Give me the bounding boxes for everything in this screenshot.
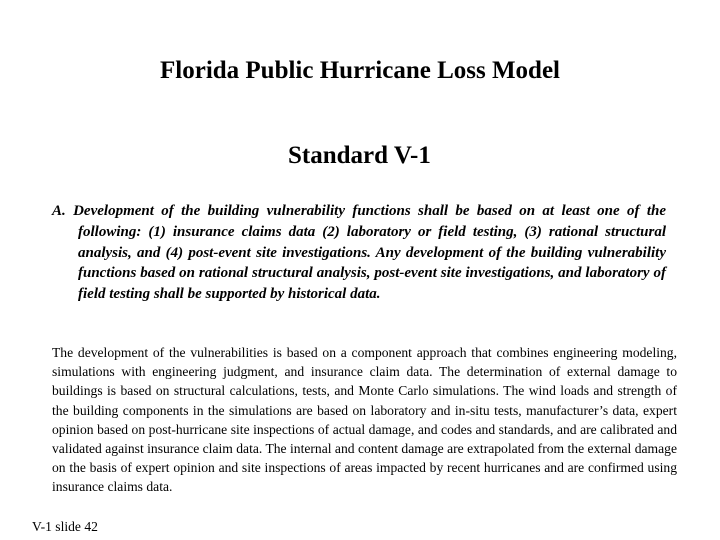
standard-statement: A. Development of the building vulnerability functions shall be based on at least one of the following: (1) insurance claims data (2) laboratory or field testing, (3) rational structural analysis, and (4) post-event site investigations. Any development of the building vulnerability functions based on rational structural analysis, post-event site investigations, and laboratory of field testing shall be supported by historical data. bbox=[52, 203, 666, 303]
standard-heading: Standard V-1 bbox=[288, 142, 431, 169]
slide-number-label: V-1 slide 42 bbox=[32, 519, 98, 534]
page-title: Florida Public Hurricane Loss Model bbox=[160, 57, 560, 84]
response-paragraph: The development of the vulnerabilities is based on a component approach that combines engineering modeling, simulations with engineering judgment, and insurance claim data. The determination of external damage to buildings is based on structural calculations, tests, and Monte Carlo simulations. The wind loads and strength of the building components in the simulations are based on laboratory and in-situ tests, manufacturer’s data, expert opinion based on post-hurricane site inspections of actual damage, and codes and standards, and are calibrated and validated against insurance claim data. The internal and content damage are extrapolated from the external damage on the basis of expert opinion and site inspections of areas impacted by recent hurricanes and are confirmed using insurance claims data. bbox=[52, 345, 677, 495]
